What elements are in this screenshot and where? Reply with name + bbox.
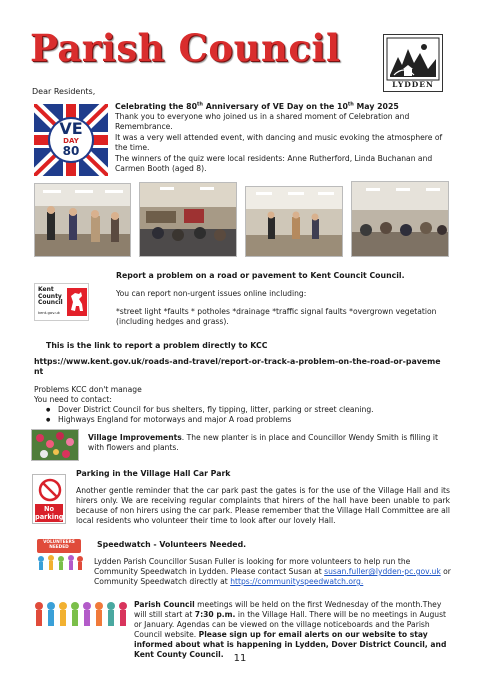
speedwatch-heading: Speedwatch - Volunteers Needed. — [97, 540, 247, 549]
parking-section — [76, 469, 450, 526]
kcc-logo-line3: Council — [38, 299, 63, 306]
badge-day-text: DAY — [63, 137, 79, 145]
parking-text: Another gentle reminder that the car park past the gates is for the use of the Village Hall and its hirers only. We are receiving regular complaints that hirers of the hall have been unable to park because of non hirers using the car park. Please remember that the Village Hall Committee are all local residents who volunteer their time to look after our lovely Hall. — [76, 486, 450, 526]
hall-dancing-photo — [35, 184, 131, 257]
no-parking-sign — [32, 474, 66, 524]
list-item: ● Highways England for motorways and major A road problems — [34, 415, 454, 425]
village-heading: Village Improvements — [88, 433, 182, 442]
parking-heading: Parking in the Village Hall Car Park — [76, 469, 231, 478]
ve-day-quiz: The winners of the quiz were local residents: Anne Rutherford, Linda Buchanan and Carmen Booth (aged 8). — [115, 154, 433, 174]
kcc-issue-list: *street light *faults * potholes *drainage *traffic signal faults *overgrown vegetation (including hedges and grass). — [116, 307, 437, 327]
ve-day-heading: Celebrating the 80th Anniversary of VE Day on the 10th May 2025 — [115, 101, 399, 111]
speedwatch-site-link[interactable]: https://communityspeedwatch.org. — [230, 577, 364, 587]
list-item: ● Dover District Council for bus shelters, fly tipping, litter, parking or street cleaning. — [34, 405, 454, 415]
kcc-not-manage: Problems KCC don't manage — [34, 385, 142, 394]
greeting: Dear Residents, — [32, 87, 96, 96]
kcc-heading: Report a problem on a road or pavement to Kent Councit Council. — [116, 271, 405, 280]
kcc-logo — [34, 283, 89, 321]
kcc-logo-url: kent.gov.uk — [38, 310, 60, 315]
speedwatch-text-2: or Community Speedwatch directly at — [94, 567, 451, 587]
meetings-text: meetings will be held on the first Wednesday of the month.They will still start at — [134, 600, 442, 620]
page-title: Parish Council — [30, 26, 341, 70]
badge-80-text: 80 — [62, 144, 80, 158]
event-photo-4 — [351, 181, 449, 257]
meetings-time: 7:30 p.m. — [194, 610, 236, 620]
kcc-link-heading: This is the link to report a problem directly to KCC — [46, 341, 268, 350]
speedwatch-section — [34, 557, 454, 587]
hall-dancers-photo — [246, 187, 343, 257]
badge-ve-text: VE — [59, 119, 83, 138]
meetings-signup: Please sign up for email alerts on our website to stay informed about what is happening in Lydden, Dover District Council, and Kent County Council. — [134, 630, 447, 660]
hall-audience-photo — [352, 182, 449, 257]
ve-day-section — [115, 102, 455, 174]
page-number: 11 — [233, 653, 247, 664]
kcc-report-link[interactable]: https://www.kent.gov.uk/roads-and-travel/report-or-track-a-problem-on-the-road-or-pavement — [34, 357, 441, 377]
kcc-contact: You need to contact: — [34, 395, 112, 404]
village-text: . The new planter is in place and Councillor Wendy Smith is filling it with flowers and plants. — [88, 433, 438, 453]
kcc-section — [116, 271, 456, 327]
kcc-intro: You can report non-urgent issues online including: — [116, 289, 307, 299]
kcc-contact-list — [34, 405, 454, 425]
event-photo-3 — [245, 186, 343, 257]
meetings-heading: Parish Council — [134, 600, 195, 609]
flowers-image — [32, 430, 79, 461]
kcc-logo-line2: County — [38, 292, 62, 300]
no-parking-text: No parking — [35, 505, 64, 521]
village-section — [88, 433, 448, 453]
white-horse-icon — [67, 288, 87, 316]
event-photo-1 — [34, 183, 131, 257]
event-photo-2 — [139, 182, 237, 257]
logo-caption: LYDDEN — [392, 80, 434, 89]
ve-day-thanks: Thank you to everyone who joined us in a shared moment of Celebration and Remembrance. — [115, 112, 410, 132]
planter-photo — [31, 429, 79, 461]
volunteers-badge-text: VOLUNTEERS NEEDED — [43, 540, 75, 550]
no-entry-icon — [38, 478, 62, 502]
ve-day-badge — [34, 104, 108, 176]
speedwatch-text: Lydden Parish Councillor Susan Fuller is looking for more volunteers to help run the Community Speedwatch in Lydden. Please contact Susan at — [94, 557, 411, 577]
ve-day-event: It was a very well attended event, with dancing and music evoking the atmosphere of the time. — [115, 133, 443, 153]
hall-tables-photo — [140, 183, 237, 257]
kcc-logo-line1: Kent — [38, 286, 54, 293]
meetings-text-2: in the Village Hall. There will be no meetings in August or January. Agendas can be viewed on the village noticeboards and the Parish Council website. — [134, 610, 447, 640]
speedwatch-email-link[interactable]: susan.fuller@lydden-pc.gov.uk — [324, 567, 441, 577]
